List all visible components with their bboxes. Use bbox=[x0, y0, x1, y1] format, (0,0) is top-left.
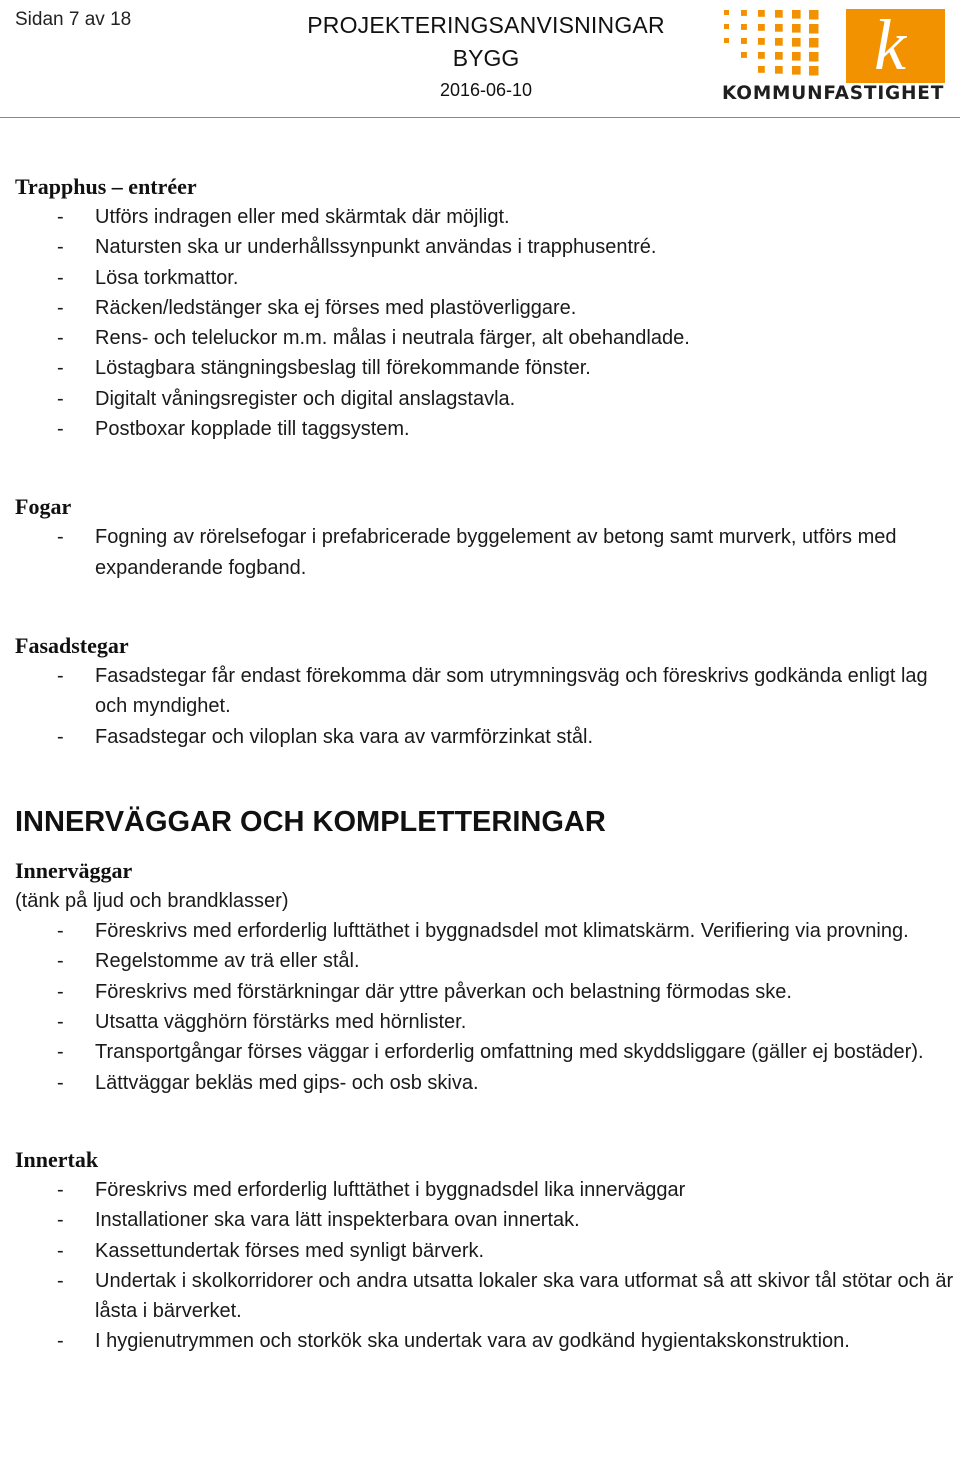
list-item: - Installationer ska vara lätt inspekterbara ovan innertak. bbox=[15, 1205, 955, 1235]
logo-dot bbox=[758, 24, 765, 31]
section-heading: Innertak bbox=[15, 1146, 99, 1172]
document-date: 2016-06-10 bbox=[439, 80, 533, 100]
list-item: - Löstagbara stängningsbeslag till förekommande fönster. bbox=[15, 353, 955, 383]
logo-dot bbox=[775, 52, 783, 60]
list-item: - Kassettundertak förses med synligt bärverk. bbox=[15, 1236, 955, 1266]
logo-dot bbox=[741, 10, 747, 16]
list-item: - I hygienutrymmen och storkök ska undertak vara av godkänd hygientakskonstruktion. bbox=[15, 1326, 955, 1356]
logo-dot bbox=[809, 66, 819, 76]
list-item: - Postboxar kopplade till taggsystem. bbox=[15, 414, 955, 444]
list-item: - Föreskrivs med erforderlig lufttäthet i byggnadsdel mot klimatskärm. Verifiering via provning. bbox=[15, 916, 955, 946]
page-header bbox=[0, 0, 960, 120]
logo-dot bbox=[775, 38, 783, 46]
list-item: - Rens- och teleluckor m.m. målas i neutrala färger, alt obehandlade. bbox=[15, 323, 955, 353]
list-item: - Transportgångar förses väggar i erforderlig omfattning med skyddsliggare (gäller ej bostäder). bbox=[15, 1037, 955, 1067]
section-fasadstegar bbox=[15, 631, 955, 752]
logo-dot bbox=[809, 38, 819, 48]
list-item: - Natursten ska ur underhållssynpunkt användas i trapphusentré. bbox=[15, 232, 955, 262]
bullet-list bbox=[15, 1175, 955, 1357]
logo-dot bbox=[758, 66, 765, 73]
section-fogar bbox=[15, 492, 955, 583]
logo-dot bbox=[792, 24, 801, 33]
section-heading: Fasadstegar bbox=[15, 632, 129, 658]
list-item: - Utsatta vägghörn förstärks med hörnlister. bbox=[15, 1007, 955, 1037]
logo-dot bbox=[758, 10, 765, 17]
page-number: Sidan 7 av 18 bbox=[15, 9, 132, 30]
list-item: - Fasadstegar får endast förekomma där som utrymningsväg och föreskrivs godkända enligt lag och myndighet. bbox=[15, 661, 955, 722]
title-line-1: PROJEKTERINGSANVISNINGAR bbox=[307, 12, 665, 38]
logo-wordmark: KOMMUNFASTIGHET bbox=[722, 83, 945, 104]
header-divider bbox=[0, 117, 960, 118]
logo-dot bbox=[741, 24, 747, 30]
document-body bbox=[15, 172, 955, 1357]
logo-dot bbox=[775, 10, 783, 18]
section-trapphus bbox=[15, 172, 955, 444]
logo-dot bbox=[775, 66, 783, 74]
logo-dot bbox=[724, 38, 729, 43]
logo-dot bbox=[792, 52, 801, 61]
document-title bbox=[300, 10, 672, 105]
chapter-heading: INNERVÄGGAR OCH KOMPLETTERINGAR bbox=[15, 805, 606, 838]
list-item: - Utförs indragen eller med skärmtak där möjligt. bbox=[15, 202, 955, 232]
logo-dot bbox=[792, 10, 801, 19]
list-item: - Fasadstegar och viloplan ska vara av varmförzinkat stål. bbox=[15, 722, 955, 752]
bullet-list bbox=[15, 522, 955, 583]
list-item: - Föreskrivs med förstärkningar där yttre påverkan och belastning förmodas ske. bbox=[15, 977, 955, 1007]
section-innervaggar bbox=[15, 856, 955, 1098]
logo-dot bbox=[758, 52, 765, 59]
logo-dot bbox=[809, 10, 819, 20]
logo-dot bbox=[775, 24, 783, 32]
logo-dot bbox=[792, 66, 801, 75]
section-heading: Trapphus – entréer bbox=[15, 174, 197, 199]
bullet-list bbox=[15, 661, 955, 752]
section-heading: Innerväggar bbox=[15, 857, 133, 883]
section-heading: Fogar bbox=[15, 494, 72, 520]
bullet-list bbox=[15, 202, 955, 444]
list-item: - Lättväggar bekläs med gips- och osb skiva. bbox=[15, 1068, 955, 1098]
logo-letter: k bbox=[874, 5, 906, 85]
list-item: - Digitalt våningsregister och digital anslagstavla. bbox=[15, 384, 955, 414]
logo-dot bbox=[741, 52, 747, 58]
list-item: - Lösa torkmattor. bbox=[15, 263, 955, 293]
logo-dot bbox=[724, 10, 729, 15]
list-item: - Regelstomme av trä eller stål. bbox=[15, 946, 955, 976]
list-item: - Räcken/ledstänger ska ej förses med plastöverliggare. bbox=[15, 293, 955, 323]
list-item: - Fogning av rörelsefogar i prefabricerade byggelement av betong samt murverk, utförs med expanderande fogband. bbox=[15, 522, 955, 583]
list-item: - Undertak i skolkorridorer och andra utsatta lokaler ska vara utformat så att skivor tål stötar och är låsta i bärverket. bbox=[15, 1266, 955, 1327]
logo-dot bbox=[809, 52, 819, 62]
title-line-2: BYGG bbox=[452, 45, 520, 71]
bullet-list bbox=[15, 916, 955, 1098]
logo-dot bbox=[809, 24, 819, 34]
list-item: - Föreskrivs med erforderlig lufttäthet i byggnadsdel lika innerväggar bbox=[15, 1175, 955, 1205]
logo-dot bbox=[724, 24, 729, 29]
logo-dot bbox=[741, 38, 747, 44]
section-note: (tänk på ljud och brandklasser) bbox=[15, 889, 289, 912]
logo-dot bbox=[792, 38, 801, 47]
section-innertak bbox=[15, 1145, 955, 1357]
logo-dot bbox=[758, 38, 765, 45]
